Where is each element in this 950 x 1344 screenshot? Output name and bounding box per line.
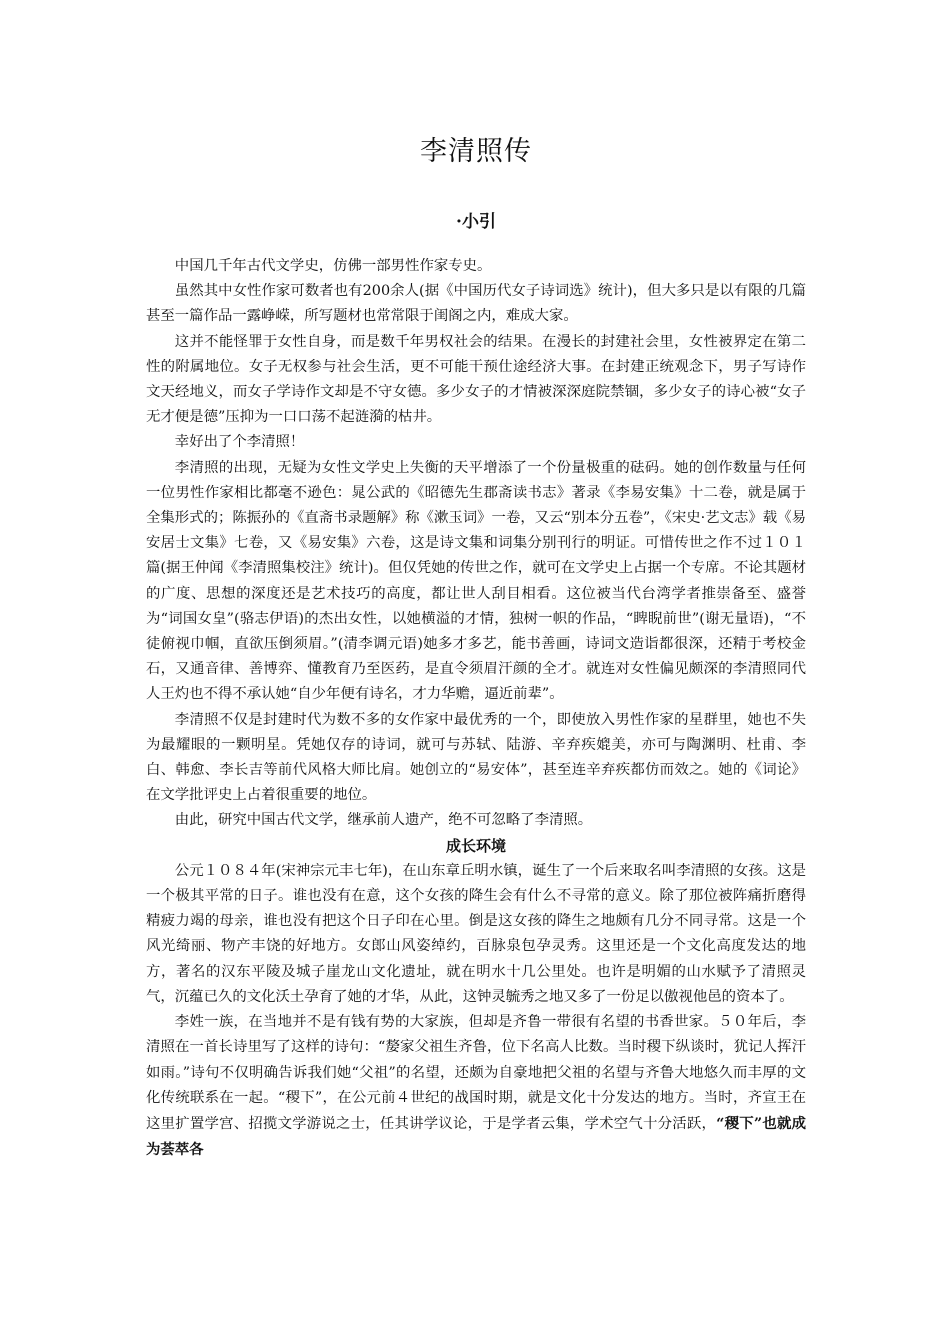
paragraph: 中国几千年古代文学史，仿佛一部男性作家专史。 — [174, 258, 492, 274]
paragraph: 幸好出了个李清照！ — [174, 434, 305, 451]
document-title: 李清照传 — [420, 136, 532, 167]
intro-section — [146, 254, 806, 834]
section-heading: 成长环境 — [445, 836, 506, 855]
growth-section — [146, 859, 806, 1163]
document-page — [146, 128, 806, 1163]
document-subtitle: ·小引 — [456, 212, 496, 232]
paragraph: 公元１０８４年(宋神宗元丰七年)，在山东章丘明水镇，诞生了一个后来取名叫李清照的女孩。这是一个极其平常的日子。谁也没有在意，这个女孩的降生会有什么不寻常的意义。除了那位被阵痛折磨得精疲力竭的母亲，谁也没有把这个日子印在心里。倒是这女孩的降生之地颇有几分不同寻常。这是一个风光绮丽、物产丰饶的好地方。女郎山风姿绰约，百脉泉包孕灵秀。这里还是一个文化高度发达的地方，著名的汉东平陵及城子崖龙山文化遗址，就在明水十几公里处。也许是明媚的山水赋予了清照灵气，沉蕴已久的文化沃土孕育了她的才华，从此，这钟灵毓秀之地又多了一份足以傲视他邑的资本了。 — [146, 862, 806, 1005]
paragraph: 虽然其中女性作家可数者也有200余人(据《中国历代女子诗词选》统计)，但大多只是以有限的几篇甚至一篇作品一露峥嵘，所写题材也常常限于闺阁之内，难成大家。 — [146, 283, 806, 325]
bold-text-run: “稷下”也就成为荟萃各 — [146, 1114, 806, 1159]
paragraph: 李清照不仅是封建时代为数不多的女作家中最优秀的一个，即使放入男性作家的星群里，她也不失为最耀眼的一颗明星。凭她仅存的诗词，就可与苏轼、陆游、辛弃疾媲美，亦可与陶渊明、杜甫、李白、韩愈、李长吉等前代风格大师比肩。她创立的“易安体”，甚至连辛弃疾都仿而效之。她的《词论》在文学批评史上占着很重要的地位。 — [146, 711, 806, 804]
paragraph: 由此，研究中国古代文学，继承前人遗产，绝不可忽略了李清照。 — [174, 812, 593, 829]
paragraph: 这并不能怪罪于女性自身，而是数千年男权社会的结果。在漫长的封建社会里，女性被界定在第二性的附属地位。女子无权参与社会生活，更不可能干预仕途经济大事。在封建正统观念下，男子写诗作文天经地义，而女子学诗作文却是不守女德。多少女子的才情被深深庭院禁锢，多少女子的诗心被“女子无才便是德”压抑为一口口荡不起涟漪的枯井。 — [146, 333, 806, 426]
paragraph — [146, 1010, 806, 1163]
paragraph: 李清照的出现，无疑为女性文学史上失衡的天平增添了一个份量极重的砝码。她的创作数量与任何一位男性作家相比都毫不逊色：晁公武的《昭德先生郡斋读书志》著录《李易安集》十二卷，就是属于全集形式的；陈振孙的《直斋书录题解》称《漱玉词》一卷，又云“别本分五卷”，《宋史·艺文志》载《易安居士文集》七卷，又《易安集》六卷，这是诗文集和词集分别刊行的明证。可惜传世之作不过１０１篇(据王仲闻《李清照集校注》统计)。但仅凭她的传世之作，就可在文学史上占据一个专席。不论其题材的广度、思想的深度还是艺术技巧的高度，都让世人刮目相看。这位被当代台湾学者推崇备至、盛誉为“词国女皇”(骆志伊语)的杰出女性，以她横溢的才情，独树一帜的作品，“睥睨前世”(谢无量语)，“不徒俯视巾帼，直欲压倒须眉。”(清李调元语)她多才多艺，能书善画，诗词文造诣都很深，还精于考校金石，又通音律、善博弈、懂教育乃至医药，是直令须眉汗颜的全才。就连对女性偏见颇深的李清照同代人王灼也不得不承认她“自少年便有诗名，才力华赡，逼近前辈”。 — [146, 459, 806, 703]
paragraph-text: 李姓一族，在当地并不是有钱有势的大家族，但却是齐鲁一带很有名望的书香世家。５０年后，李清照在一首长诗里写了这样的诗句：“嫠家父祖生齐鲁，位下名高人比数。当时稷下纵谈时，犹记人挥汗如雨。”诗句不仅明确告诉我们她“父祖”的名望，还颇为自豪地把父祖的名望与齐鲁大地悠久而丰厚的文化传统联系在一起。“稷下”，在公元前４世纪的战国时期，就是文化十分发达的地方。当时，齐宣王在这里扩置学宫、招揽文学游说之士，任其讲学议论，于是学者云集，学术空气十分活跃， — [146, 1014, 806, 1132]
